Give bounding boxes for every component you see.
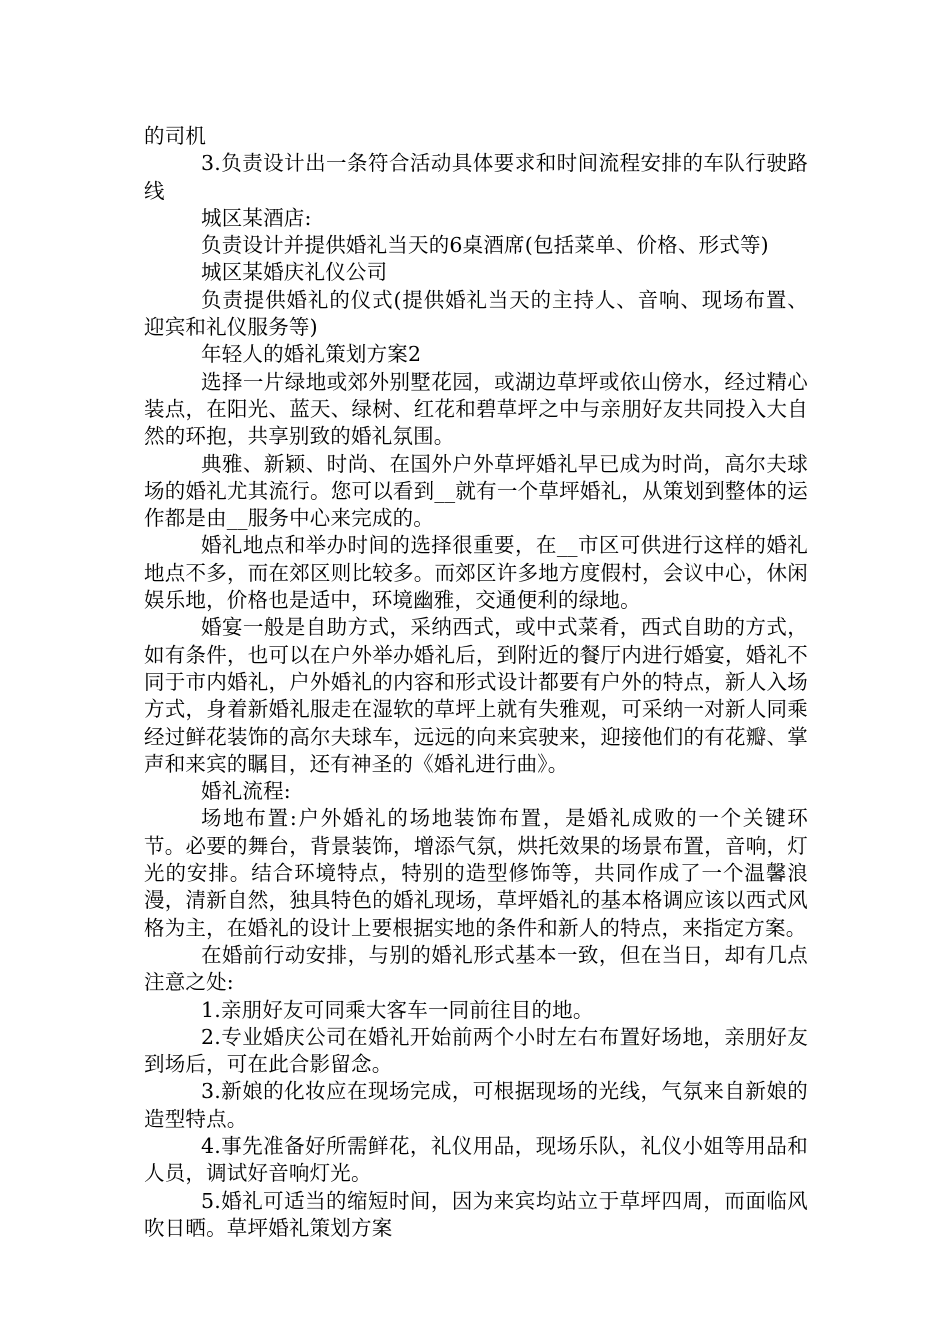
list-item-3: 3.新娘的化妆应在现场完成，可根据现场的光线，气氛来自新娘的造型特点。 [144,1079,808,1131]
paragraph-10: 婚宴一般是自助方式，采纳西式，或中式菜肴，西式自助的方式，如有条件，也可以在户外举办婚礼后，到附近的餐厅内进行婚宴，婚礼不同于市内婚礼，户外婚礼的内容和形式设计都要有户外的特点，新人入场方式，身着新婚礼服走在湿软的草坪上就有失雅观，可采纳一对新人同乘经过鲜花装饰的高尔夫球车，远远的向来宾驶来，迎接他们的有花瓣、掌声和来宾的瞩目，还有神圣的《婚礼进行曲》。 [144,615,808,776]
list-item-2: 2.专业婚庆公司在婚礼开始前两个小时左右布置好场地，亲朋好友到场后，可在此合影留念。 [144,1024,808,1077]
paragraph-8: 典雅、新颖、时尚、在国外户外草坪婚礼早已成为时尚，高尔夫球场的婚礼尤其流行。您可以看到__就有一个草坪婚礼，从策划到整体的运作都是由__服务中心来完成的。 [144,451,808,531]
paragraph-9: 婚礼地点和举办时间的选择很重要，在__市区可供进行这样的婚礼地点不多，而在郊区则比较多。而郊区许多地方度假村，会议中心，休闲娱乐地，价格也是适中，环境幽雅，交通便利的绿地。 [144,533,808,613]
list-item-1: 1.亲朋好友可同乘大客车一同前往目的地。 [201,997,594,1022]
paragraph-7: 选择一片绿地或郊外别墅花园，或湖边草坪或依山傍水，经过精心装点，在阳光、蓝天、绿树、红花和碧草坪之中与亲朋好友共同投入大自然的环抱，共享别致的婚礼氛围。 [144,369,808,449]
paragraph-2: 城区某酒店: [201,205,312,230]
paragraph-5: 负责提供婚礼的仪式(提供婚礼当天的主持人、音响、现场布置、迎宾和礼仪服务等) [144,287,808,340]
list-item-5: 5.婚礼可适当的缩短时间，因为来宾均站立于草坪四周，而面临风吹日晒。草坪婚礼策划方案 [144,1188,808,1240]
document-page [144,123,808,1242]
paragraph-3: 负责设计并提供婚礼当天的6桌酒席(包括菜单、价格、形式等) [201,233,769,258]
paragraph-11: 婚礼流程: [201,779,291,804]
paragraph-13: 在婚前行动安排，与别的婚礼形式基本一致，但在当日，却有几点注意之处: [144,942,808,995]
paragraph-12: 场地布置:户外婚礼的场地装饰布置，是婚礼成败的一个关键环节。必要的舞台，背景装饰，增添气氛，烘托效果的场景布置，音响，灯光的安排。结合环境特点，特别的造型修饰等，共同作成了一个温馨浪漫，清新自然，独具特色的婚礼现场，草坪婚礼的基本格调应该以西式风格为主，在婚礼的设计上要根据实地的条件和新人的特点，来指定方案。 [144,806,808,940]
paragraph-0: 的司机 [144,124,207,148]
paragraph-4: 城区某婚庆礼仪公司 [201,260,388,285]
paragraph-1: 3.负责设计出一条符合活动具体要求和时间流程安排的车队行驶路线 [144,151,808,203]
section-heading: 年轻人的婚礼策划方案2 [201,342,422,367]
list-item-4: 4.事先准备好所需鲜花，礼仪用品，现场乐队，礼仪小姐等用品和人员，调试好音响灯光。 [144,1133,808,1186]
